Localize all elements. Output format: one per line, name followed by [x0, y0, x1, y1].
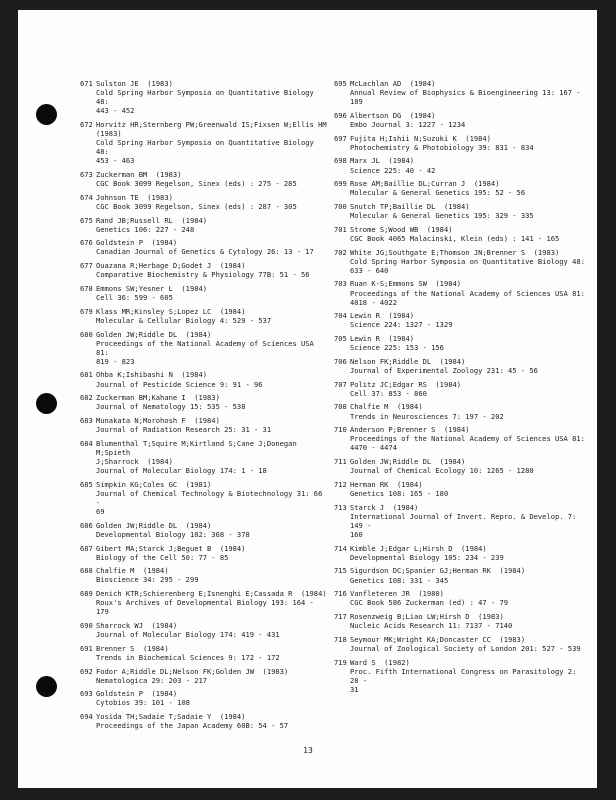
reference-line: Cold Spring Harbor Symposia on Quantitative Biology 48:: [350, 256, 585, 266]
reference-line: Embo Journal 3: 1227 - 1234: [350, 119, 466, 129]
reference-number: 704: [334, 311, 347, 321]
reference-line: 160: [350, 529, 363, 539]
reference-line: Sharrock WJ (1984): [96, 620, 178, 630]
reference-number: 696: [334, 110, 347, 120]
reference-entry: [80, 284, 330, 302]
reference-number: 687: [80, 543, 93, 553]
binder-hole-top: [36, 104, 57, 125]
reference-number: 685: [80, 479, 93, 489]
reference-line: Genetics 108: 331 - 345: [350, 575, 449, 585]
reference-number: 674: [80, 192, 93, 202]
reference-text: [350, 612, 586, 630]
reference-number: 695: [334, 79, 347, 88]
reference-line: Herman RK (1984): [350, 479, 423, 489]
reference-text: [96, 521, 330, 539]
reference-text: [96, 621, 330, 639]
reference-line: Rand JB;Russell RL (1984): [96, 215, 208, 225]
reference-number: 699: [334, 179, 347, 189]
reference-entry: [80, 307, 330, 325]
reference-entry: [334, 334, 586, 352]
reference-number: 719: [334, 657, 347, 667]
reference-line: 453 - 463: [96, 156, 135, 166]
reference-line: Sigurdson DC;Spanier GJ;Herman RK (1984): [350, 566, 526, 576]
reference-entry: [80, 689, 330, 707]
reference-line: Proc. Fifth International Congress on Parasitology 2: 28 -: [350, 666, 581, 685]
reference-line: 4470 - 4474: [350, 443, 397, 453]
reference-text: [350, 225, 586, 243]
reference-line: Biology of the Cell 50: 77 - 85: [96, 552, 229, 562]
reference-line: Journal of Nematology 15: 535 - 538: [96, 402, 246, 412]
reference-line: Journal of Radiation Research 25: 31 - 31: [96, 425, 272, 435]
reference-entry: [80, 393, 330, 411]
reference-line: Science 225: 153 - 156: [350, 343, 444, 353]
reference-text: [350, 480, 586, 498]
reference-line: Trends in Biochemical Sciences 9: 172 - 172: [96, 652, 280, 662]
reference-entry: [80, 566, 330, 584]
reference-line: Johnson TE (1983): [96, 192, 173, 202]
reference-text: [350, 179, 586, 197]
reference-entry: [334, 111, 586, 129]
reference-text: [96, 589, 330, 616]
reference-entry: [334, 202, 586, 220]
reference-number: 700: [334, 202, 347, 211]
reference-line: Sulston JE (1983): [96, 79, 173, 88]
reference-line: Ouazana R;Herbage D;Godet J (1984): [96, 261, 246, 271]
reference-line: Journal of Pesticide Science 9: 91 - 96: [96, 379, 263, 389]
reference-text: [350, 111, 586, 129]
reference-entry: [80, 170, 330, 188]
reference-number: 693: [80, 689, 93, 699]
reference-line: Genetics 108: 165 - 180: [350, 488, 449, 498]
reference-text: [96, 644, 330, 662]
reference-number: 694: [80, 712, 93, 722]
reference-line: Journal of Molecular Biology 174: 1 - 18: [96, 466, 267, 476]
reference-text: [350, 311, 586, 329]
reference-entry: [334, 225, 586, 243]
reference-text: [96, 284, 330, 302]
reference-line: Journal of Chemical Ecology 10: 1265 - 1280: [350, 466, 534, 476]
reference-number: 711: [334, 457, 347, 467]
reference-line: CGC Book 4065 Malacinski, Klein (eds) : 141 - 165: [350, 233, 560, 243]
reference-number: 710: [334, 425, 347, 435]
reference-entry: [80, 667, 330, 685]
reference-line: 4018 - 4022: [350, 297, 397, 307]
reference-text: [350, 134, 586, 152]
reference-line: Marx JL (1984): [350, 156, 415, 166]
reference-number: 692: [80, 666, 93, 676]
reference-line: Annual Review of Biophysics & Bioengineering 13: 167 - 189: [350, 88, 585, 107]
reference-entry: [80, 416, 330, 434]
reference-line: Bioscience 34: 295 - 299: [96, 575, 199, 585]
reference-entry: [334, 357, 586, 375]
reference-entry: [80, 439, 330, 475]
reference-line: Nematologica 29: 203 - 217: [96, 675, 208, 685]
reference-number: 675: [80, 215, 93, 225]
reference-entry: [334, 503, 586, 539]
reference-text: [96, 193, 330, 211]
reference-number: 697: [334, 133, 347, 143]
reference-text: [96, 689, 330, 707]
reference-number: 686: [80, 520, 93, 530]
reference-number: 680: [80, 329, 93, 339]
reference-text: [96, 238, 330, 256]
reference-number: 671: [80, 79, 93, 88]
reference-number: 714: [334, 543, 347, 553]
reference-line: Proceedings of the Japan Academy 60B: 54 - 57: [96, 721, 289, 731]
reference-line: Simpkin KG;Coles GC (1981): [96, 479, 212, 489]
reference-number: 672: [80, 119, 93, 129]
reference-text: [350, 156, 586, 174]
reference-number: 706: [334, 356, 347, 366]
reference-line: Cold Spring Harbor Symposia on Quantitative Biology 48:: [96, 138, 319, 157]
reference-number: 703: [334, 279, 347, 289]
reference-line: Nucleic Acids Research 11: 7137 - 7140: [350, 621, 513, 631]
reference-line: Fujita H;Ishii N;Suzuki K (1984): [350, 133, 491, 143]
reference-line: Politz JC;Edgar RS (1984): [350, 379, 462, 389]
reference-number: 701: [334, 224, 347, 234]
reference-line: Rosenzweig B;Liao LW;Hirsh D (1983): [350, 611, 504, 621]
reference-line: Goldstein P (1984): [96, 238, 178, 248]
reference-text: [350, 544, 586, 562]
reference-number: 684: [80, 438, 93, 448]
reference-line: Science 225: 40 - 42: [350, 165, 436, 175]
reference-line: Albertson DG (1984): [350, 110, 436, 120]
reference-line: Journal of Zoological Society of London 201: 527 - 539: [350, 643, 581, 653]
reference-line: 31: [350, 684, 359, 694]
reference-entry: [80, 261, 330, 279]
reference-text: [350, 79, 586, 106]
reference-number: 688: [80, 566, 93, 576]
reference-line: Cold Spring Harbor Symposia on Quantitative Biology 48:: [96, 88, 319, 107]
reference-text: [350, 566, 586, 584]
reference-number: 679: [80, 306, 93, 316]
reference-text: [96, 566, 330, 584]
reference-text: [96, 544, 330, 562]
reference-line: Gibert MA;Starck J;Beguet B (1984): [96, 543, 246, 553]
reference-number: 676: [80, 238, 93, 248]
reference-line: Developmental Biology 105: 234 - 239: [350, 552, 504, 562]
reference-line: McLachlan AD (1984): [350, 79, 436, 88]
reference-number: 702: [334, 247, 347, 257]
reference-line: Cytobios 39: 101 - 108: [96, 698, 190, 708]
reference-line: Emmons SW;Yesner L (1984): [96, 283, 208, 293]
reference-line: Denich KTR;Schierenberg E;Isnenghi E;Cassada R (1984): [96, 589, 327, 599]
binder-hole-middle: [36, 393, 57, 414]
reference-text: [350, 380, 586, 398]
reference-number: 683: [80, 416, 93, 426]
reference-number: 717: [334, 611, 347, 621]
reference-number: 718: [334, 634, 347, 644]
reference-text: [96, 667, 330, 685]
reference-number: 708: [334, 402, 347, 412]
reference-line: Golden JW;Riddle DL (1984): [96, 520, 212, 530]
reference-entry: [80, 521, 330, 539]
reference-line: Lewin R (1984): [350, 334, 415, 344]
reference-line: Ohba K;Ishibashi N (1984): [96, 370, 208, 380]
reference-line: Vanfleteren JR (1980): [350, 589, 444, 599]
reference-line: Cell 36: 599 - 605: [96, 293, 173, 303]
reference-text: [350, 334, 586, 352]
reference-entry: [80, 370, 330, 388]
reference-text: [350, 658, 586, 694]
reference-line: Photochemistry & Photobiology 39: 831 - 834: [350, 142, 534, 152]
reference-line: Nelson FK;Riddle DL (1984): [350, 356, 466, 366]
reference-entry: [80, 621, 330, 639]
reference-line: Rose AM;Baillie DL;Curran J (1984): [350, 179, 500, 189]
reference-entry: [334, 544, 586, 562]
reference-line: Trends in Neurosciences 7: 197 - 202: [350, 411, 504, 421]
reference-number: 698: [334, 156, 347, 166]
reference-line: Golden JW;Riddle DL (1984): [350, 457, 466, 467]
reference-entry: [80, 238, 330, 256]
reference-line: 633 - 640: [350, 265, 389, 275]
reference-entry: [80, 330, 330, 366]
reference-line: Kimble J;Edgar L;Hirsh D (1984): [350, 543, 487, 553]
reference-line: 69: [96, 507, 105, 517]
reference-line: CGC Book 3099 Regelson, Sinex (eds) : 275 - 285: [96, 179, 297, 189]
reference-text: [96, 393, 330, 411]
reference-text: [96, 370, 330, 388]
reference-line: Fodor A;Riddle DL;Nelson FK;Golden JW (1983): [96, 666, 289, 676]
reference-entry: [334, 635, 586, 653]
reference-entry: [334, 402, 586, 420]
reference-line: Science 224: 1327 - 1329: [350, 320, 453, 330]
reference-text: [96, 330, 330, 366]
page-number: 13: [303, 746, 313, 755]
reference-line: J;Sharrock (1984): [96, 457, 173, 466]
reference-entry: [334, 134, 586, 152]
reference-text: [96, 79, 330, 115]
reference-line: Molecular & Cellular Biology 4: 529 - 537: [96, 315, 272, 325]
reference-text: [96, 216, 330, 234]
reference-entry: [80, 193, 330, 211]
reference-line: Anderson P;Brenner S (1984): [350, 425, 470, 435]
reference-line: Golden JW;Riddle DL (1984): [96, 329, 212, 339]
reference-entry: [334, 425, 586, 452]
reference-text: [350, 248, 586, 275]
reference-entry: [80, 644, 330, 662]
reference-text: [350, 635, 586, 653]
reference-text: [350, 402, 586, 420]
reference-entry: [334, 566, 586, 584]
reference-number: 673: [80, 170, 93, 180]
reference-text: [350, 589, 586, 607]
reference-line: Proceedings of the National Academy of Sciences USA 81:: [350, 288, 585, 298]
reference-line: Journal of Experimental Zoology 231: 45 - 56: [350, 365, 538, 375]
reference-entry: [80, 120, 330, 165]
reference-number: 690: [80, 620, 93, 630]
reference-entry: [334, 311, 586, 329]
right-reference-column: [334, 79, 586, 699]
reference-text: [96, 307, 330, 325]
reference-line: CGC Book 586 Zuckerman (ed) : 47 - 79: [350, 598, 509, 608]
reference-number: 681: [80, 370, 93, 380]
reference-text: [96, 480, 330, 516]
reference-line: Goldstein P (1984): [96, 689, 178, 699]
reference-entry: [80, 544, 330, 562]
reference-text: [350, 457, 586, 475]
reference-line: Strome S;Wood WB (1984): [350, 224, 453, 234]
reference-text: [350, 503, 586, 539]
reference-line: Proceedings of the National Academy of Sciences USA 81:: [96, 338, 319, 357]
reference-text: [96, 170, 330, 188]
reference-text: [96, 439, 330, 475]
reference-line: Ruan K-S;Emmons SW (1984): [350, 279, 462, 289]
reference-line: Snutch TP;Baillie DL (1984): [350, 202, 470, 211]
reference-number: 689: [80, 589, 93, 599]
reference-entry: [334, 279, 586, 306]
reference-entry: [334, 480, 586, 498]
reference-number: 712: [334, 479, 347, 489]
reference-number: 691: [80, 643, 93, 653]
reference-line: Zuckerman BM;Kahane I (1983): [96, 393, 220, 403]
reference-text: [350, 279, 586, 306]
reference-line: (1983): [96, 129, 122, 139]
reference-line: Klass MR;Kinsley S;Lopez LC (1984): [96, 306, 246, 316]
reference-line: Molecular & General Genetics 195: 329 - 335: [350, 211, 534, 221]
reference-line: Roux's Archives of Developmental Biology 193: 164 - 179: [96, 598, 319, 617]
reference-number: 677: [80, 261, 93, 271]
reference-entry: [80, 712, 330, 730]
reference-number: 678: [80, 283, 93, 293]
reference-entry: [334, 612, 586, 630]
reference-entry: [334, 79, 586, 106]
reference-line: Yosida TH;Sadaie T;Sadaie Y (1984): [96, 712, 246, 722]
reference-line: Horvitz HR;Sternberg PW;Greenwald IS;Fixsen W;Ellis HM: [96, 119, 327, 129]
reference-line: Cell 37: 853 - 860: [350, 388, 427, 398]
reference-line: Journal of Chemical Technology & Biotechnology 31: 66 -: [96, 488, 327, 507]
reference-line: White JG;Southgate E;Thomson JN;Brenner S (1983): [350, 247, 560, 257]
reference-line: Genetics 106: 227 - 248: [96, 224, 195, 234]
reference-line: Seymour MK;Wright KA;Doncaster CC (1983): [350, 634, 526, 644]
reference-number: 707: [334, 379, 347, 389]
reference-line: Zuckerman BM (1983): [96, 170, 182, 180]
reference-text: [96, 120, 330, 165]
reference-entry: [334, 248, 586, 275]
reference-entry: [334, 457, 586, 475]
reference-entry: [334, 380, 586, 398]
reference-line: Molecular & General Genetics 195: 52 - 56: [350, 188, 526, 198]
reference-line: Proceedings of the National Academy of Sciences USA 81:: [350, 434, 585, 444]
left-reference-column: [80, 79, 330, 735]
reference-line: Starck J (1984): [350, 502, 419, 512]
reference-entry: [80, 216, 330, 234]
reference-line: Brenner S (1984): [96, 643, 169, 653]
reference-number: 715: [334, 566, 347, 576]
reference-entry: [80, 589, 330, 616]
reference-number: 682: [80, 393, 93, 403]
reference-line: Blumenthal T;Squire M;Kirtland S;Cane J;Donegan M;Spieth: [96, 438, 302, 457]
reference-line: 819 - 823: [96, 356, 135, 366]
reference-line: Munakata N;Morohosh F (1984): [96, 416, 220, 426]
reference-text: [96, 712, 330, 730]
binder-hole-bottom: [36, 676, 57, 697]
reference-line: Comparative Biochemistry & Physiology 77B: 51 - 56: [96, 270, 310, 280]
reference-entry: [80, 480, 330, 516]
reference-line: 443 - 452: [96, 106, 135, 116]
reference-line: Developmental Biology 102: 368 - 378: [96, 529, 250, 539]
reference-text: [350, 425, 586, 452]
reference-line: Ward S (1982): [350, 657, 410, 667]
reference-entry: [334, 589, 586, 607]
reference-text: [350, 357, 586, 375]
reference-entry: [334, 156, 586, 174]
reference-line: Chalfie M (1984): [96, 566, 169, 576]
reference-line: CGC Book 3099 Regelson, Sinex (eds) : 287 - 305: [96, 201, 297, 211]
reference-line: Lewin R (1984): [350, 311, 415, 321]
reference-line: Canadian Journal of Genetics & Cytology 26: 13 - 17: [96, 247, 314, 257]
reference-number: 713: [334, 502, 347, 512]
reference-entry: [334, 179, 586, 197]
reference-number: 716: [334, 589, 347, 599]
reference-entry: [80, 79, 330, 115]
reference-text: [350, 202, 586, 220]
reference-line: Journal of Molecular Biology 174: 419 - 431: [96, 630, 280, 640]
reference-entry: [334, 658, 586, 694]
reference-number: 705: [334, 334, 347, 344]
reference-text: [96, 416, 330, 434]
reference-line: Chalfie M (1984): [350, 402, 423, 412]
reference-text: [96, 261, 330, 279]
reference-line: International Journal of Invert. Repro. & Develop. 7: 149 -: [350, 511, 581, 530]
